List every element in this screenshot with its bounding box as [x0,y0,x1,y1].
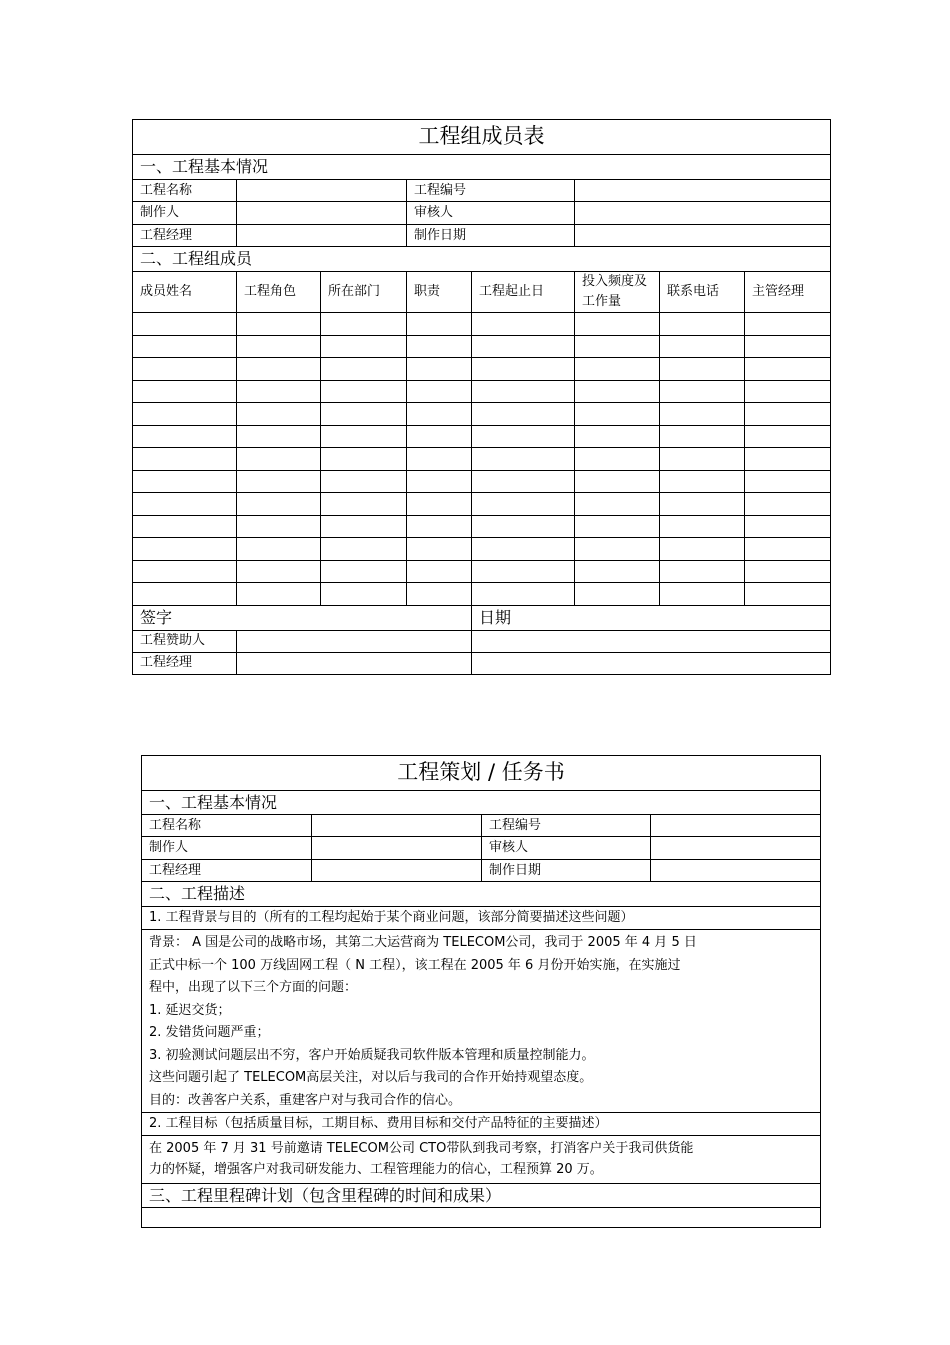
member-cell[interactable] [321,425,407,448]
member-cell[interactable] [133,493,237,516]
member-cell[interactable] [745,403,831,426]
member-cell[interactable] [133,403,237,426]
member-cell[interactable] [660,448,745,471]
member-cell[interactable] [321,448,407,471]
manager-label: 工程经理 [142,860,312,882]
column-header: 工程起止日 [472,272,575,313]
member-cell[interactable] [472,493,575,516]
member-cell[interactable] [237,335,321,358]
member-cell[interactable] [407,358,472,381]
member-cell[interactable] [660,560,745,583]
member-cell[interactable] [237,493,321,516]
member-cell[interactable] [575,515,660,538]
member-cell[interactable] [321,538,407,561]
member-cell[interactable] [237,583,321,606]
member-cell[interactable] [407,403,472,426]
member-row [133,425,831,448]
goals-heading: 2. 工程目标（包括质量目标，工期目标、费用目标和交付产品特征的主要描述） [142,1113,821,1136]
member-cell[interactable] [745,583,831,606]
manager-field[interactable] [237,225,407,247]
member-cell[interactable] [745,560,831,583]
section-basic-info: 一、工程基本情况 [142,791,821,815]
member-cell[interactable] [660,493,745,516]
member-cell[interactable] [575,538,660,561]
member-cell[interactable] [237,380,321,403]
sponsor-sign-field[interactable] [237,630,472,652]
member-cell[interactable] [237,560,321,583]
member-row [133,403,831,426]
member-cell[interactable] [133,335,237,358]
member-row [133,358,831,381]
member-cell[interactable] [472,538,575,561]
member-cell[interactable] [407,380,472,403]
member-cell[interactable] [407,335,472,358]
member-row [133,538,831,561]
member-cell[interactable] [407,425,472,448]
reviewer-field[interactable] [651,837,821,860]
member-cell[interactable] [133,380,237,403]
member-cell[interactable] [575,470,660,493]
member-cell[interactable] [133,470,237,493]
member-cell[interactable] [472,515,575,538]
background-line: 正式中标一个 100 万线固网工程（ N 工程），该工程在 2005 年 6 月份开始实施，在实施过 [149,957,681,973]
member-cell[interactable] [407,448,472,471]
member-cell[interactable] [745,313,831,336]
member-cell[interactable] [407,515,472,538]
member-cell[interactable] [321,313,407,336]
member-cell[interactable] [745,358,831,381]
member-cell[interactable] [575,380,660,403]
member-row [133,493,831,516]
member-cell[interactable] [321,358,407,381]
member-cell[interactable] [575,560,660,583]
sign-manager-label: 工程经理 [133,652,237,674]
member-cell[interactable] [660,470,745,493]
manager-label: 工程经理 [133,225,237,247]
author-field[interactable] [312,837,482,860]
member-cell[interactable] [237,470,321,493]
reviewer-label: 审核人 [407,202,575,225]
member-cell[interactable] [745,515,831,538]
member-cell[interactable] [133,538,237,561]
background-line: 程中，出现了以下三个方面的问题： [149,980,358,995]
member-cell[interactable] [575,425,660,448]
project-plan-task-form [141,755,821,1228]
column-header: 所在部门 [321,272,407,313]
member-row [133,470,831,493]
member-cell[interactable] [660,313,745,336]
sponsor-label: 工程赞助人 [133,630,237,652]
member-row [133,448,831,471]
member-cell[interactable] [472,313,575,336]
member-cell[interactable] [321,335,407,358]
member-cell[interactable] [660,583,745,606]
member-cell[interactable] [237,358,321,381]
member-row [133,335,831,358]
column-header: 成员姓名 [133,272,237,313]
project-name-label: 工程名称 [133,180,237,202]
member-cell[interactable] [745,335,831,358]
member-cell[interactable] [133,425,237,448]
member-cell[interactable] [407,493,472,516]
member-cell[interactable] [472,560,575,583]
member-cell[interactable] [237,538,321,561]
reviewer-field[interactable] [575,202,831,225]
member-cell[interactable] [472,425,575,448]
background-line: 背景： A 国是公司的战略市场，其第二大运营商为 TELECOM公司，我司于 2005 年 4 月 5 日 [149,935,697,950]
author-label: 制作人 [133,202,237,225]
member-cell[interactable] [472,358,575,381]
member-row [133,313,831,336]
column-header: 主管经理 [745,272,831,313]
member-row [133,560,831,583]
member-cell[interactable] [321,380,407,403]
author-field[interactable] [237,202,407,225]
member-cell[interactable] [575,493,660,516]
member-cell[interactable] [133,583,237,606]
member-cell[interactable] [745,470,831,493]
member-cell[interactable] [745,538,831,561]
background-line: 2. 发错货问题严重； [149,1025,270,1040]
member-cell[interactable] [321,515,407,538]
project-no-label: 工程编号 [482,815,651,837]
member-cell[interactable] [575,335,660,358]
date-field[interactable] [651,860,821,882]
project-name-label: 工程名称 [142,815,312,837]
reviewer-label: 审核人 [482,837,651,860]
member-cell[interactable] [407,470,472,493]
form-title: 工程策划 / 任务书 [142,756,821,791]
member-cell[interactable] [133,448,237,471]
member-cell[interactable] [472,335,575,358]
member-cell[interactable] [237,403,321,426]
member-cell[interactable] [133,515,237,538]
member-cell[interactable] [472,380,575,403]
member-cell[interactable] [321,583,407,606]
member-cell[interactable] [745,425,831,448]
member-cell[interactable] [133,358,237,381]
project-name-field[interactable] [237,180,407,202]
section-project-description: 二、工程描述 [142,882,821,907]
member-header-row [133,272,831,313]
project-no-field[interactable] [575,180,831,202]
project-team-members-form [132,119,831,675]
member-cell[interactable] [133,313,237,336]
background-line: 3. 初验测试问题层出不穷，客户开始质疑我司软件版本管理和质量控制能力。 [149,1047,595,1063]
sign-label: 签字 [133,605,472,630]
project-name-field[interactable] [312,815,482,837]
background-text [142,930,821,1113]
goal-line: 在 2005 年 7 月 31 号前邀请 TELECOM公司 CTO带队到我司考察，打消客户关于我司供货能 [149,1141,694,1156]
background-line: 这些问题引起了 TELECOM高层关注，对以后与我司的合作开始持观望态度。 [149,1070,593,1085]
member-cell[interactable] [660,403,745,426]
background-line: 1. 延迟交货； [149,1002,231,1018]
section-team-members: 二、工程组成员 [133,247,831,272]
member-cell[interactable] [237,515,321,538]
member-cell[interactable] [472,403,575,426]
member-cell[interactable] [745,493,831,516]
member-row [133,583,831,606]
member-cell[interactable] [660,538,745,561]
member-row [133,515,831,538]
sponsor-date-field[interactable] [472,630,831,652]
member-row [133,380,831,403]
manager-sign-field[interactable] [237,652,472,674]
member-cell[interactable] [660,380,745,403]
member-cell[interactable] [660,425,745,448]
column-header: 职责 [407,272,472,313]
manager-field[interactable] [312,860,482,882]
member-cell[interactable] [575,448,660,471]
section-milestones: 三、工程里程碑计划（包含里程碑的时间和成果） [142,1184,821,1208]
member-cell[interactable] [660,515,745,538]
member-cell[interactable] [575,358,660,381]
member-cell[interactable] [407,560,472,583]
member-cell[interactable] [237,448,321,471]
project-no-field[interactable] [651,815,821,837]
date-label: 制作日期 [482,860,651,882]
member-cell[interactable] [407,313,472,336]
member-cell[interactable] [745,448,831,471]
sign-date-label: 日期 [472,605,831,630]
member-cell[interactable] [472,470,575,493]
member-cell[interactable] [472,448,575,471]
member-cell[interactable] [745,380,831,403]
goals-text [142,1136,821,1184]
goal-line: 力的怀疑，增强客户对我司研发能力、工程管理能力的信心，工程预算 20 万。 [149,1162,603,1177]
member-cell[interactable] [575,583,660,606]
manager-date-field[interactable] [472,652,831,674]
member-cell[interactable] [237,313,321,336]
author-label: 制作人 [142,837,312,860]
member-cell[interactable] [575,403,660,426]
project-no-label: 工程编号 [407,180,575,202]
background-line: 目的：改善客户关系，重建客户对与我司合作的信心。 [149,1092,462,1108]
member-cell[interactable] [660,358,745,381]
milestones-field[interactable] [142,1208,821,1228]
member-cell[interactable] [321,403,407,426]
member-cell[interactable] [407,583,472,606]
member-cell[interactable] [321,470,407,493]
member-cell[interactable] [321,493,407,516]
member-cell[interactable] [472,583,575,606]
member-cell[interactable] [321,560,407,583]
column-header: 工程角色 [237,272,321,313]
member-cell[interactable] [237,425,321,448]
member-cell[interactable] [407,538,472,561]
date-label: 制作日期 [407,225,575,247]
background-heading: 1. 工程背景与目的（所有的工程均起始于某个商业问题，该部分简要描述这些问题） [142,907,821,930]
member-cell[interactable] [660,335,745,358]
member-cell[interactable] [575,313,660,336]
member-cell[interactable] [133,560,237,583]
section-basic-info: 一、工程基本情况 [133,155,831,180]
column-header: 联系电话 [660,272,745,313]
date-field[interactable] [575,225,831,247]
form-title: 工程组成员表 [133,120,831,155]
column-header: 投入频度及工作量 [575,272,660,313]
